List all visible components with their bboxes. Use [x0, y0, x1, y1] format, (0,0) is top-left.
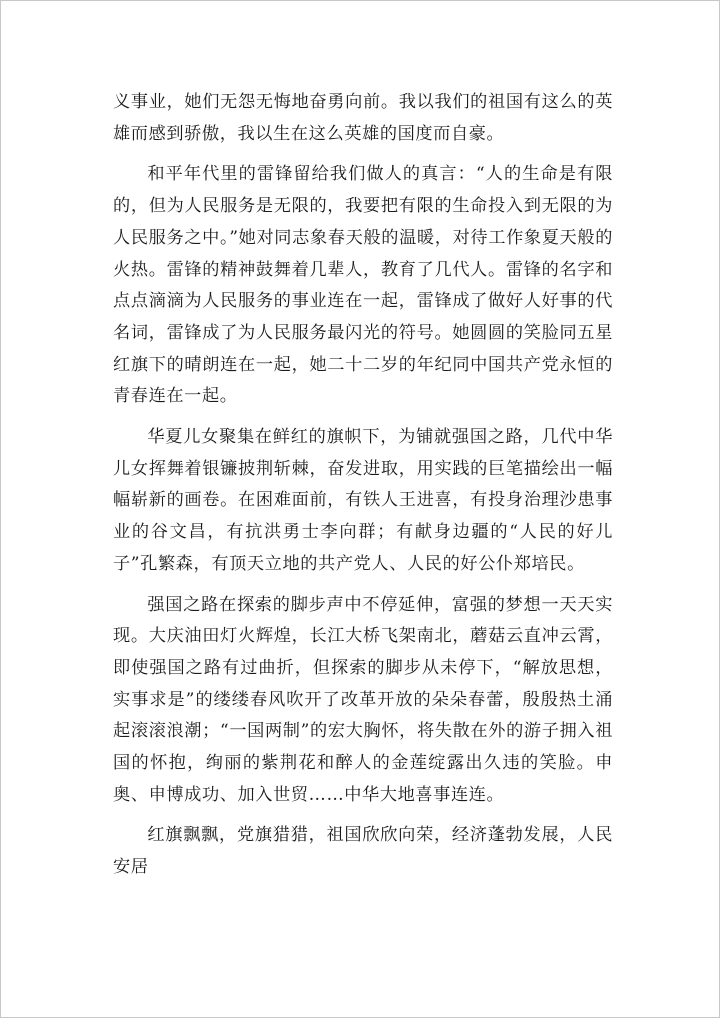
- paragraph-5: 红旗飘飘，党旗猎猎，祖国欣欣向荣，经济蓬勃发展，人民安居: [113, 825, 613, 878]
- paragraph-1: 义事业，她们无怨无悔地奋勇向前。我以我们的祖国有这么的英雄而感到骄傲，我以生在这么英雄的国度而自豪。: [113, 92, 613, 144]
- paragraph-4: 强国之路在探索的脚步声中不停延伸，富强的梦想一天天实现。大庆油田灯火辉煌，长江大桥飞架南北，蘑菇云直冲云霄，即使强国之路有过曲折，但探索的脚步从未停下，“解放思想，实事求是”的缕缕春风吹开了改革开放的朵朵春蕾，殷殷热土涌起滚滚浪潮；“一国两制”的宏大胸怀，将失散在外的游子拥入祖国的怀抱，绚丽的紫荆花和醉人的金莲绽露出久违的笑脸。申奥、申博成功、加入世贸……中华大地喜事连连。: [113, 594, 613, 805]
- paragraph-3: 华夏儿女聚集在鲜红的旗帜下，为铺就强国之路，几代中华儿女挥舞着银镰披荆斩棘，奋发进取，用实践的巨笔描绘出一幅幅崭新的画卷。在困难面前，有铁人王进喜，有投身治理沙患事业的谷文昌，有抗洪勇士李向群；有献身边疆的“人民的好儿子”孔繁森，有顶天立地的共产党人、人民的好公仆郑培民。: [113, 427, 613, 574]
- document-body: [113, 87, 613, 884]
- paragraph-2: 和平年代里的雷锋留给我们做人的真言：“人的生命是有限的，但为人民服务是无限的，我要把有限的生命投入到无限的为人民服务之中。”她对同志象春天般的温暖，对待工作象夏天般的火热。雷锋的精神鼓舞着几辈人，教育了几代人。雷锋的名字和点点滴滴为人民服务的事业连在一起，雷锋成了做好人好事的代名词，雷锋成了为人民服务最闪光的符号。她圆圆的笑脸同五星红旗下的晴朗连在一起，她二十二岁的年纪同中国共产党永恒的青春连在一起。: [113, 164, 613, 407]
